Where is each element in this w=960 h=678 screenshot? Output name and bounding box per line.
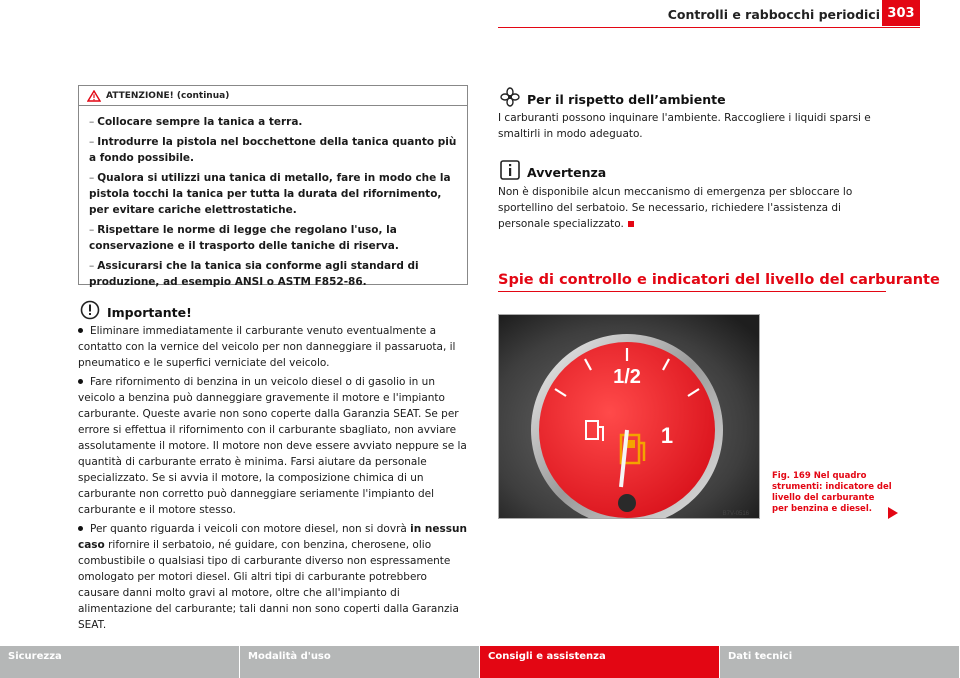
warning-item: – Qualora si utilizzi una tanica di metallo, fare in modo che la pistola tocchi la tanica per tutta la durata del rifornimento, per evitare cariche elettrostatiche.: [89, 172, 451, 216]
running-header-title: Controlli e rabbocchi periodici: [667, 7, 880, 22]
footer-tab-modalita-uso[interactable]: Modalità d'uso: [240, 646, 480, 678]
bullet-icon: [78, 328, 83, 333]
fuel-gauge-figure: [498, 314, 760, 519]
important-title: Importante!: [107, 305, 192, 320]
end-marker-icon: [628, 221, 634, 227]
environment-text: I carburanti possono inquinare l'ambiente. Raccogliere i liquidi sparsi e smaltirli in modo adeguato.: [498, 112, 871, 140]
footer-tab-dati-tecnici[interactable]: Dati tecnici: [720, 646, 960, 678]
footer-nav: [0, 646, 960, 678]
important-body: [78, 323, 470, 636]
warning-header: [79, 86, 467, 106]
environment-title: Per il rispetto dell’ambiente: [527, 92, 726, 107]
info-icon: [500, 160, 520, 180]
important-paragraph: Eliminare immediatamente il carburante venuto eventualmente a contatto con la vernice del veicolo per non danneggiare il passaruota, il pneumatico e le superfici verniciate del veicolo.: [78, 325, 456, 369]
footer-tab-consigli-assistenza[interactable]: Consigli e assistenza: [480, 646, 720, 678]
flower-icon: [500, 87, 520, 107]
gauge-half-label: 1/2: [613, 366, 641, 388]
figure-code: B7V-0516: [722, 511, 749, 517]
header-rule: [498, 27, 920, 28]
gauge-full-label: 1: [660, 423, 674, 448]
note-text: Non è disponibile alcun meccanismo di emergenza per sbloccare lo sportellino del serbatoio. Se necessario, richiedere l'assistenza di personale specializzato.: [498, 186, 853, 230]
figure-caption: Fig. 169 Nel quadro strumenti: indicatore del livello del carburante per benzina e diesel.: [772, 471, 892, 514]
warning-list: [79, 106, 467, 290]
important-paragraph: Per quanto riguarda i veicoli con motore diesel, non si dovrà in nessun caso rifornire il serbatoio, né guidare, con benzina, cherosene, olio combustibile o qualsiasi tipo di carburante diverso non espressamente omologato per motori diesel. Gli altri tipi di carburante potrebbero causare danni molto gravi al motore, oltre che all'impianto di alimentazione del carburante; tali danni non sono coperti dalla Garanzia SEAT.: [78, 523, 467, 631]
section-heading: Spie di controllo e indicatori del livello del carburante: [498, 272, 940, 288]
important-paragraph: Fare rifornimento di benzina in un veicolo diesel o di gasolio in un veicolo a benzina può danneggiare gravemente il motore e l'impianto carburante. Queste avarie non sono coperte dalla Garanzia SEAT. Se per errore si effettua il rifornimento con il carburante sbagliato, non avviare assolutamente il motore. Il motore non deve essere avviato neppure se la quantità di carburante errato è minima. Farsi aiutare da personale specializzato. Se si avvia il motore, la composizione chimica di un carburante non corretto può danneggiare seriamente l'impianto del carburante e il motore stesso.: [78, 376, 467, 516]
warning-item: – Introdurre la pistola nel bocchettone della tanica quanto più a fondo possibile.: [89, 136, 457, 164]
environment-heading: [500, 87, 726, 107]
fuel-gauge-image: [499, 315, 760, 519]
bullet-icon: [78, 379, 83, 384]
next-page-arrow-icon[interactable]: [888, 507, 898, 519]
note-heading: [500, 160, 606, 180]
important-heading: [80, 300, 192, 320]
exclamation-icon: [80, 300, 100, 320]
warning-item: – Collocare sempre la tanica a terra.: [89, 116, 303, 128]
warning-title: ATTENZIONE! (continua): [106, 90, 230, 101]
warning-item: – Rispettare le norme di legge che regolano l'uso, la conservazione e il trasporto delle taniche di riserva.: [89, 224, 399, 252]
footer-tab-sicurezza[interactable]: Sicurezza: [0, 646, 240, 678]
section-rule: [498, 291, 886, 292]
bullet-icon: [78, 526, 83, 531]
warning-item: – Assicurarsi che la tanica sia conforme agli standard di produzione, ad esempio ANSI o ASTM F852-86.: [89, 260, 419, 288]
page-number: 303: [882, 0, 920, 26]
warning-box: [78, 85, 468, 288]
note-title: Avvertenza: [527, 165, 607, 180]
warning-triangle-icon: [87, 90, 101, 102]
